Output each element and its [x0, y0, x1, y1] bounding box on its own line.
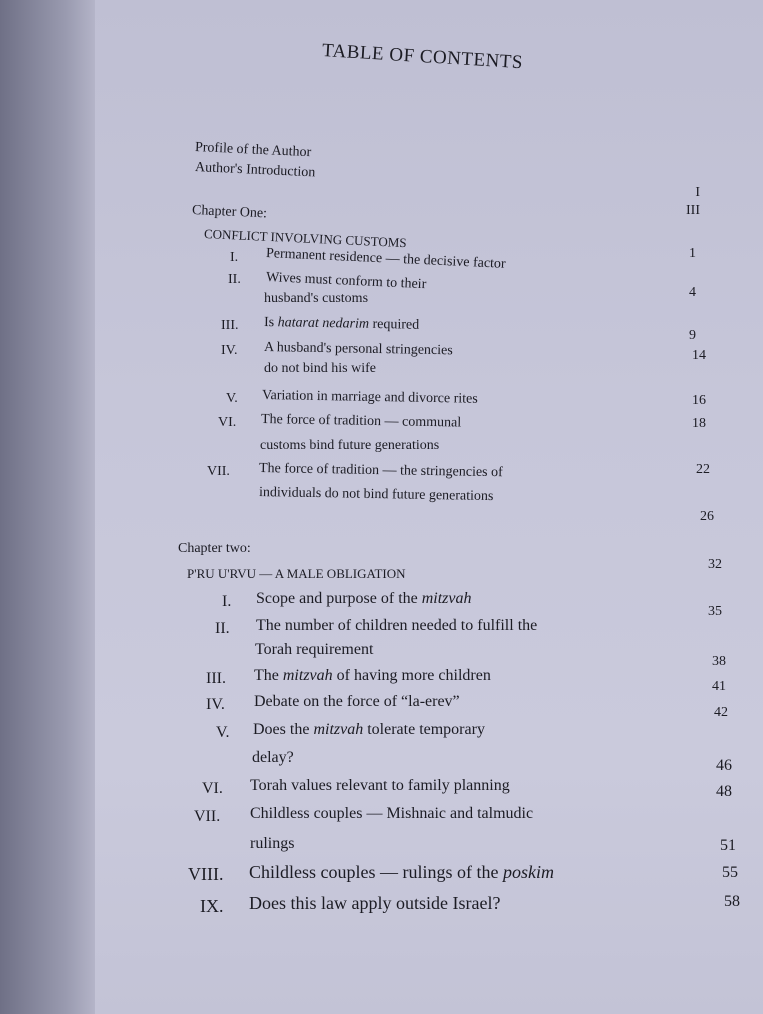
item-number: IV. — [221, 343, 238, 358]
item-number: III. — [206, 670, 226, 687]
page-number: 48 — [716, 783, 732, 800]
chapter-heading: Chapter two: — [178, 541, 251, 556]
page-number: 26 — [700, 509, 714, 524]
toc-item-title: Does the mitzvah tolerate temporary — [253, 721, 485, 738]
chapter-subtitle: P'RU U'RVU — A MALE OBLIGATION — [187, 566, 406, 581]
toc-item-title: The number of children needed to fulfill the — [256, 617, 538, 634]
page-number: 42 — [714, 705, 728, 720]
item-number: IV. — [206, 696, 225, 713]
toc-item-title-cont: rulings — [250, 835, 295, 852]
page-number: 32 — [708, 557, 722, 572]
toc-item-title: Wives must conform to their — [265, 270, 427, 293]
chapter-subtitle: CONFLICT INVOLVING CUSTOMS — [203, 226, 407, 251]
toc-item-title: Childless couples — Mishnaic and talmudic — [250, 805, 534, 822]
toc-item-title-cont: individuals do not bind future generations — [258, 485, 494, 505]
item-number: VII. — [207, 464, 230, 479]
item-number: III. — [221, 318, 239, 333]
item-number: VII. — [194, 808, 221, 825]
page-number: 38 — [712, 654, 726, 669]
toc-item-title-cont: husband's customs — [264, 291, 369, 306]
toc-entry-introduction: Author's Introduction — [194, 160, 316, 181]
page-title: TABLE OF CONTENTS — [321, 40, 524, 74]
toc-item-title-cont: do not bind his wife — [264, 361, 376, 376]
page-number: 4 — [689, 285, 696, 300]
toc-item-title: Does this law apply outside Israel? — [249, 893, 501, 913]
toc-item-title: Scope and purpose of the mitzvah — [256, 590, 472, 607]
item-number: V. — [216, 724, 230, 741]
page-number: 58 — [724, 893, 740, 910]
toc-item-title-cont: customs bind future generations — [260, 438, 440, 453]
item-number: I. — [230, 250, 239, 265]
page-number: 46 — [716, 757, 732, 774]
item-number: II. — [228, 272, 241, 287]
toc-item-title: Is hatarat nedarim required — [263, 315, 420, 333]
toc-item-title: The force of tradition — the stringencies of — [258, 461, 503, 481]
page-number: 55 — [722, 864, 738, 881]
item-number: II. — [215, 620, 230, 637]
page-number: III — [686, 203, 700, 218]
toc-entry-profile: Profile of the Author — [194, 140, 312, 161]
item-number: VI. — [202, 780, 223, 797]
item-number: VIII. — [188, 864, 224, 884]
page-number: 1 — [689, 246, 696, 261]
page-number: 16 — [692, 393, 706, 408]
toc-item-title: A husband's personal stringencies — [263, 340, 453, 359]
page-number: 41 — [712, 679, 726, 694]
page-number: 51 — [720, 837, 736, 854]
toc-item-title-cont: delay? — [252, 749, 294, 766]
page-number: 14 — [692, 348, 706, 363]
page-number: I — [695, 185, 700, 200]
item-number: V. — [226, 391, 238, 406]
toc-item-title: Torah values relevant to family planning — [250, 777, 510, 794]
book-spine-shadow — [0, 0, 95, 1014]
toc-item-title: The mitzvah of having more children — [254, 667, 491, 684]
item-number: I. — [222, 593, 232, 610]
page-number: 18 — [692, 416, 706, 431]
toc-item-title: Permanent residence — the decisive factor — [265, 246, 506, 272]
page-number: 9 — [689, 328, 696, 343]
page-number: 22 — [696, 462, 710, 477]
page-number: 35 — [708, 604, 722, 619]
toc-item-title-cont: Torah requirement — [255, 641, 374, 658]
chapter-heading: Chapter One: — [191, 203, 268, 222]
toc-item-title: Childless couples — rulings of the poskim — [249, 862, 554, 882]
item-number: VI. — [218, 415, 237, 430]
toc-item-title: Variation in marriage and divorce rites — [261, 388, 478, 407]
toc-item-title: Debate on the force of “la-erev” — [254, 693, 460, 710]
toc-item-title: The force of tradition — communal — [260, 412, 462, 431]
item-number: IX. — [200, 896, 224, 916]
